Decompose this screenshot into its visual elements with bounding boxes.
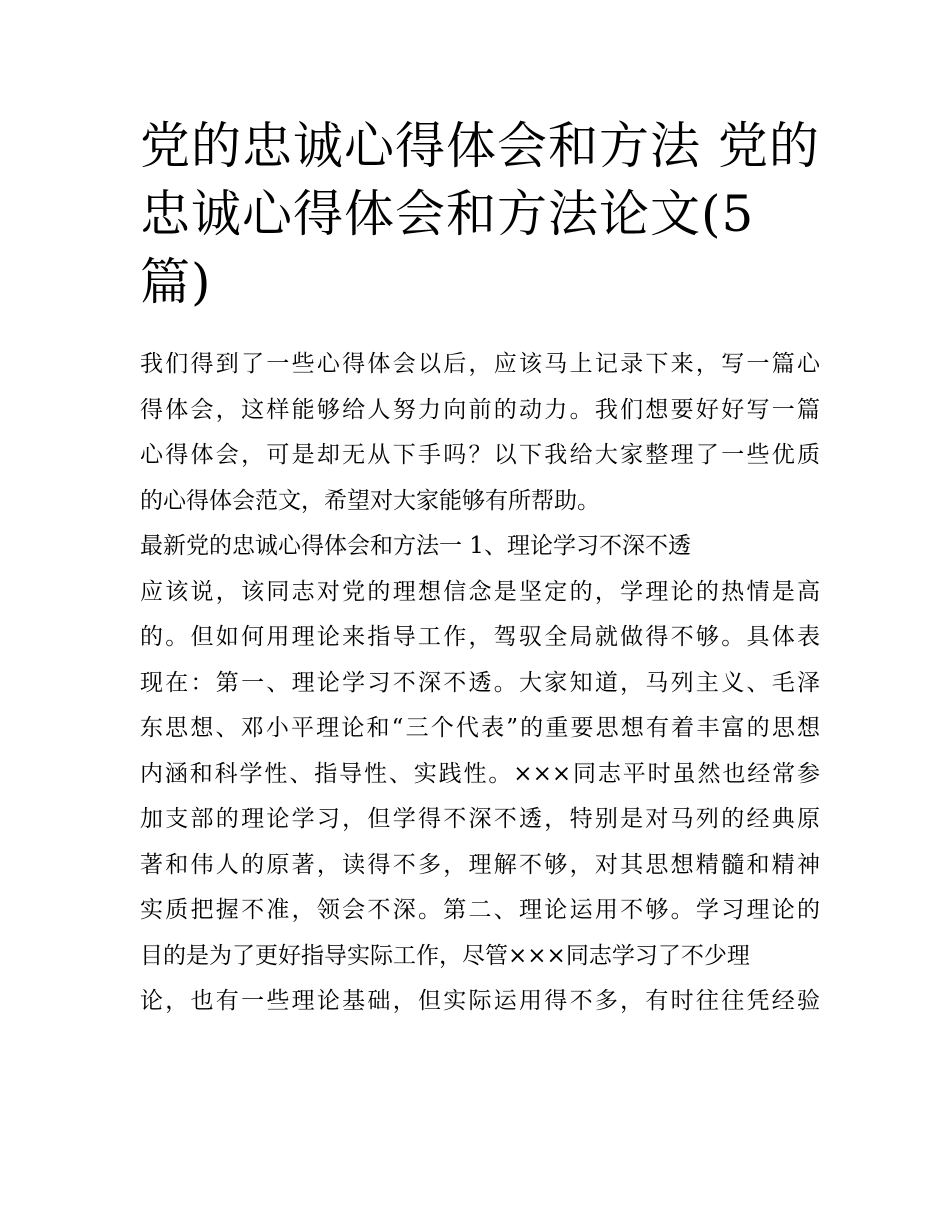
title-line-1: 党的忠诚心得体会和方法 党的 xyxy=(140,117,820,175)
title-line-2: 忠诚心得体会和方法论文(5 xyxy=(140,185,755,243)
body-line: 的心得体会范文，希望对大家能够有所帮助。 xyxy=(140,487,600,514)
body-line: 心得体会，可是却无从下手吗？以下我给大家整理了一些优质 xyxy=(140,442,820,468)
section-heading: 最新党的忠诚心得体会和方法一 1、理论学习不深不透 xyxy=(140,533,691,559)
body-line: 我们得到了一些心得体会以后，应该马上记录下来，写一篇心 xyxy=(140,351,820,377)
document-content xyxy=(140,112,820,1025)
body-line: 实质把握不准，领会不深。第二、理论运用不够。学习理论的 xyxy=(140,897,820,923)
body-line: 的。但如何用理论来指导工作，驾驭全局就做得不够。具体表 xyxy=(140,624,820,650)
body-line: 内涵和科学性、指导性、实践性。×××同志平时虽然也经常参 xyxy=(140,760,820,787)
document-title xyxy=(140,112,820,316)
body-line: 应该说，该同志对党的理想信念是坚定的，学理论的热情是高 xyxy=(140,578,820,605)
body-line: 得体会，这样能够给人努力向前的动力。我们想要好好写一篇 xyxy=(140,396,820,423)
body-line: 东思想、邓小平理论和“三个代表”的重要思想有着丰富的思想 xyxy=(140,715,820,741)
body-line: 加支部的理论学习，但学得不深不透，特别是对马列的经典原 xyxy=(140,806,820,832)
body-line: 现在：第一、理论学习不深不透。大家知道，马列主义、毛泽 xyxy=(140,669,820,696)
body-line: 目的是为了更好指导实际工作，尽管×××同志学习了不少理 xyxy=(140,942,750,969)
title-line-3: 篇) xyxy=(140,253,212,311)
body-line: 著和伟人的原著，读得不多，理解不够，对其思想精髓和精神 xyxy=(140,851,820,878)
body-line: 论，也有一些理论基础，但实际运用得不多，有时往往凭经验 xyxy=(140,988,820,1014)
document-body xyxy=(140,342,820,1025)
